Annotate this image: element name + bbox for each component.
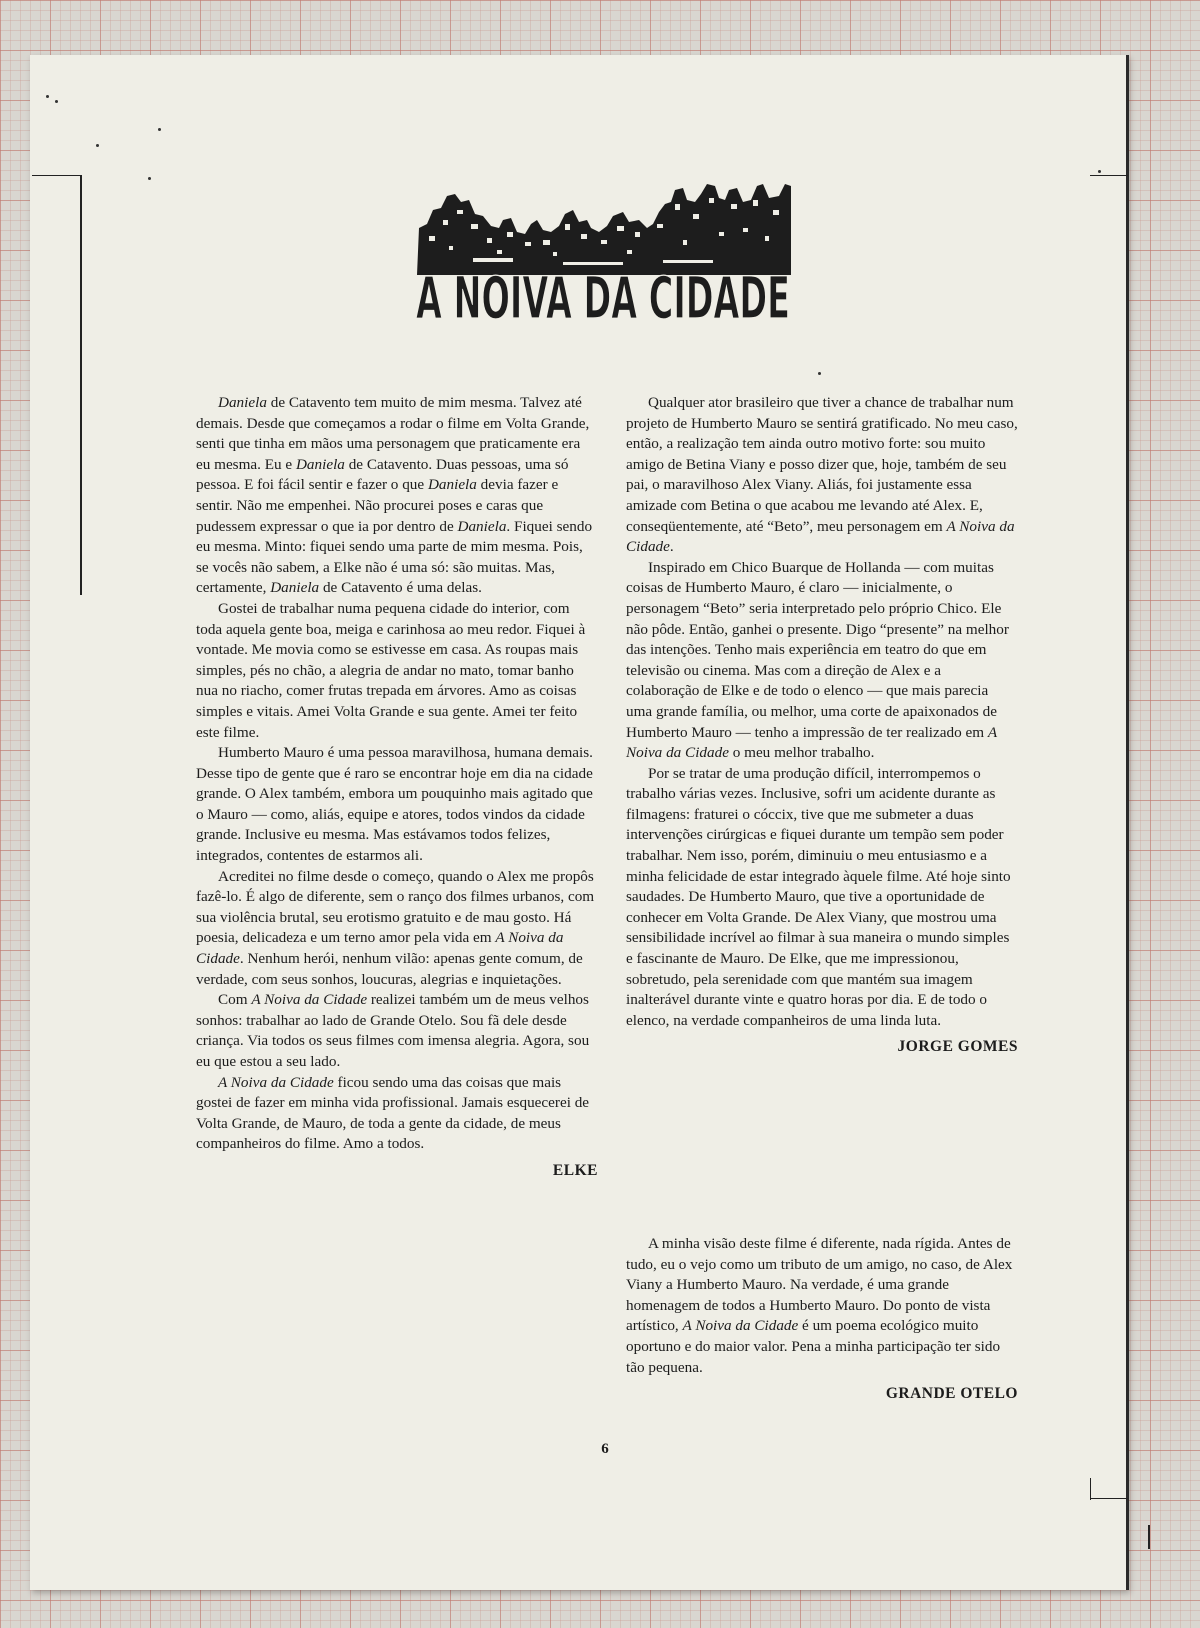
text-run: devia fazer e sentir. Não me empenhei. Não procurei poses e caras que pudessem expressar o que ia por dentro de: [196, 476, 559, 535]
paragraph: [196, 599, 598, 743]
text-run: A minha visão deste filme é diferente, nada rígida. Antes de tudo, eu o vejo como um tributo de um amigo, no caso, de Alex Viany a Humberto Mauro. Na verdade, é uma grande homenagem de todos a Humberto Mauro. Do ponto de vista artístico,: [626, 1235, 1013, 1335]
italic-run: A Noiva da Cidade: [251, 991, 368, 1009]
paragraph: [196, 1073, 598, 1155]
italic-run: Daniela: [427, 476, 477, 494]
paragraph: [196, 743, 598, 867]
crop-mark: [80, 175, 82, 595]
text-run: é um poema ecológico muito oportuno e do maior valor. Pena a minha participação ter sido tão pequena.: [626, 1317, 1001, 1376]
text-run: de Catavento tem muito de mim mesma. Talvez até demais. Desde que começamos a rodar o filme em Volta Grande, senti que tinha em mãos uma personagem que praticamente era eu mesma. Eu e: [196, 394, 590, 473]
italic-run: A Noiva da Cidade: [626, 517, 1015, 556]
paragraph: [196, 867, 598, 991]
dust-speck: [148, 177, 151, 180]
article-jorge-gomes: [626, 393, 1018, 1058]
text-run: Inspirado em Chico Buarque de Hollanda — com muitas coisas de Humberto Mauro, é claro — inicialmente, o personagem “Beto” seria interpretado pelo próprio Chico. Ele não pôde. Então, ganhei o presente. Digo “presente” na melhor das intenções. Tenho mais experiência em teatro do que em televisão ou cinema. Mas com a direção de Alex e a colaboração de Elke e de todo o elenco — que mais parecia uma grande família, ou melhor, uma corte de apaixonados de Humberto Mauro — tenho a impressão de ter realizado em: [626, 558, 1009, 741]
crop-mark: [1090, 175, 1128, 176]
page-edge: [1126, 55, 1129, 1590]
text-run: Gostei de trabalhar numa pequena cidade do interior, com toda aquela gente boa, meiga e carinhosa ao meu redor. Fiquei à vontade. Me movia como se estivesse em casa. As roupas mais simples, pés no chão, a alegria de andar no mato, tomar banho nua no riacho, comer frutas trepada em árvores. Amo as coisas simples e vitais. Amei Volta Grande e sua gente. Amei ter feito este filme.: [196, 599, 586, 741]
text-run: Com: [218, 991, 252, 1009]
logo-title-text: A NOIVA DA CIDADE: [416, 264, 790, 332]
article-jorge-gomes-body: [626, 393, 1018, 1031]
italic-run: Daniela: [295, 455, 345, 473]
paragraph: [196, 393, 598, 599]
crop-mark: [1148, 1525, 1150, 1549]
italic-run: Daniela: [218, 394, 267, 411]
article-grande-otelo: [626, 1234, 1018, 1405]
text-run: . Nenhum herói, nenhum vilão: apenas gente comum, de verdade, com seus sonhos, loucuras, alegrias e inquietações.: [196, 950, 583, 988]
film-title-logo: [413, 180, 793, 330]
paragraph: [626, 764, 1018, 1032]
page-number: 6: [601, 1441, 609, 1457]
dust-speck: [55, 100, 58, 103]
paragraph: [196, 990, 598, 1072]
text-run: de Catavento. Duas pessoas, uma só pessoa. E foi fácil sentir e fazer o que: [196, 455, 569, 494]
text-run: Acreditei no filme desde o começo, quando o Alex me propôs fazê-lo. É algo de diferente, sem o ranço dos filmes urbanos, com sua violência brutal, seu erotismo gratuito e de mau gosto. Há poesia, delicadeza e um terno amor pela vida em: [196, 867, 595, 947]
text-run: de Catavento é uma delas.: [319, 579, 482, 597]
dust-speck: [158, 128, 161, 131]
paragraph: [626, 393, 1018, 558]
italic-run: Daniela: [457, 517, 507, 535]
text-run: Por se tratar de uma produção difícil, interrompemos o trabalho várias vezes. Inclusive, sofri um acidente durante as filmagens: fraturei o cóccix, tive que me submeter a duas intervenções cirúrgicas e fiquei durante um tempão sem poder trabalhar. Nem isso, porém, diminuiu o meu entusiasmo e a minha felicidade de estar integrado àquele filme. Até hoje sinto saudades. De Humberto Mauro, que tive a oportunidade de conhecer em Volta Grande. De Alex Viany, que mostrou uma sensibilidade incrível ao filmar à sua maneira o mundo simples e fascinante de Mauro. De Elke, que me impressionou, sobretudo, pela serenidade com que mantém sua imagem inalterável durante vinte e quatro horas por dia. E de todo o elenco, na verdade companheiros de uma linda luta.: [626, 764, 1011, 1029]
article-grande-otelo-body: [626, 1234, 1018, 1378]
dust-speck: [96, 144, 99, 147]
article-elke-body: [196, 393, 598, 1155]
paragraph: [626, 1234, 1018, 1378]
signature-grande-otelo: GRANDE OTELO: [885, 1385, 1018, 1403]
crop-mark: [32, 175, 82, 176]
italic-run: A Noiva da Cidade: [626, 723, 997, 762]
italic-run: A Noiva da Cidade: [682, 1317, 799, 1335]
dust-speck: [1098, 170, 1101, 173]
paragraph: [626, 558, 1018, 764]
city-skyline-illustration: [413, 180, 793, 330]
text-run: . Fiquei sendo eu mesma. Minto: fiquei sendo uma parte de mim mesma. Pois, se vocês não sabem, a Elke não é uma só: são muitas. Mas, certamente,: [196, 517, 593, 597]
text-run: ficou sendo uma das coisas que mais gostei de fazer em minha vida profissional. Jamais esquecerei de Volta Grande, de Mauro, de toda a gente da cidade, de meus companheiros do filme. Amo a todos.: [196, 1073, 590, 1153]
text-run: o meu melhor trabalho.: [728, 744, 875, 762]
text-run: realizei também um de meus velhos sonhos: trabalhar ao lado de Grande Otelo. Sou fã dele desde criança. Via todos os seus filmes com imensa alegria. Agora, sou eu que estou a seu lado.: [196, 991, 590, 1070]
text-run: Humberto Mauro é uma pessoa maravilhosa, humana demais. Desse tipo de gente que é raro se encontrar hoje em dia na cidade grande. O Alex também, embora um pouquinho mais agitado que o Mauro — como, aliás, equipe e atores, todos vindos da cidade grande. Inclusive eu mesma. Mas estávamos todos felizes, integrados, contentes de estarmos ali.: [196, 744, 593, 865]
text-run: .: [669, 538, 674, 556]
article-elke: [196, 393, 598, 1182]
crop-mark: [1090, 1478, 1091, 1500]
italic-run: A Noiva da Cidade: [196, 929, 564, 968]
italic-run: Daniela: [270, 579, 320, 597]
dust-speck: [46, 95, 49, 98]
text-run: Qualquer ator brasileiro que tiver a chance de trabalhar num projeto de Humberto Mauro se sentirá gratificado. No meu caso, então, a realização tem ainda outro motivo forte: sou muito amigo de Betina Viany e posso dizer que, hoje, também de seu pai, o maravilhoso Alex Viany. Aliás, foi justamente essa amizade com Betina o que acabou me levando até Alex. E, conseqüentemente, até “Beto”, meu personagem em: [626, 394, 1018, 535]
signature-jorge-gomes: JORGE GOMES: [897, 1038, 1018, 1056]
crop-mark: [1090, 1498, 1128, 1499]
italic-run: A Noiva da Cidade: [218, 1073, 334, 1091]
signature-elke: ELKE: [552, 1161, 598, 1179]
dust-speck: [818, 372, 821, 375]
